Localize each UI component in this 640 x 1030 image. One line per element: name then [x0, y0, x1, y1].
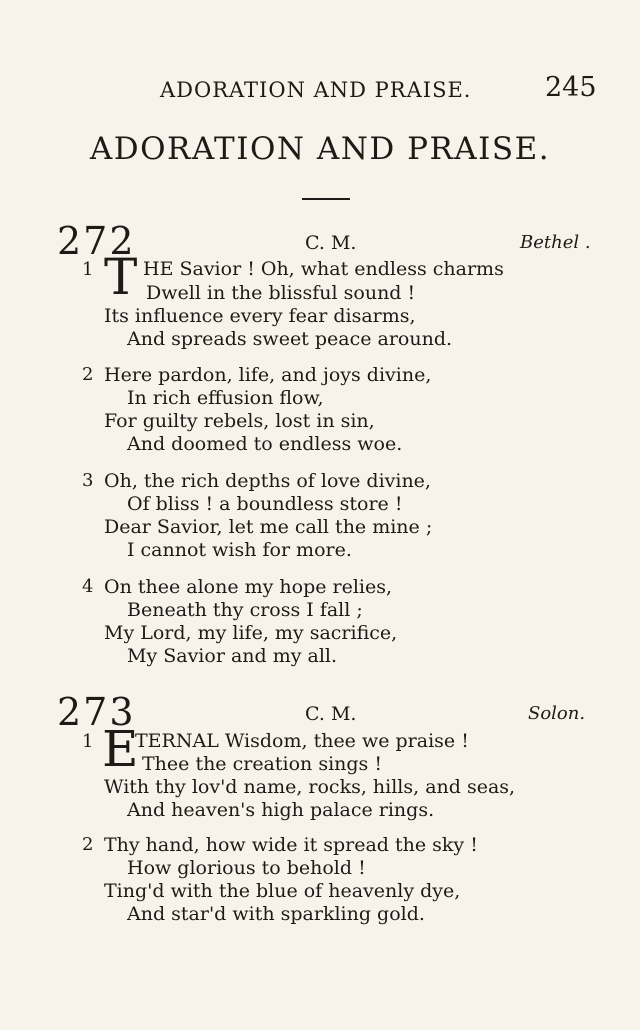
verse-line: And star'd with sparkling gold. — [127, 903, 425, 925]
verse-line: Ting'd with the blue of heavenly dye, — [104, 880, 461, 902]
verse-line: Thee the creation sings ! — [142, 753, 382, 775]
verse-line: On thee alone my hope relies, — [104, 576, 393, 598]
drop-cap: E — [102, 720, 139, 778]
verse-number: 4 — [82, 576, 94, 597]
verse-number: 3 — [82, 470, 94, 491]
verse-line: My Savior and my all. — [127, 645, 338, 667]
verse-line: Thy hand, how wide it spread the sky ! — [104, 834, 478, 856]
verse-line: My Lord, my life, my sacrifice, — [104, 622, 398, 644]
verse-line: Oh, the rich depths of love divine, — [104, 470, 431, 492]
hymn-number: 273 — [57, 690, 136, 734]
verse-line: TERNAL Wisdom, thee we praise ! — [135, 730, 469, 752]
verse-line: HE Savior ! Oh, what endless charms — [143, 258, 504, 280]
verse-line: Dear Savior, let me call the mine ; — [104, 516, 433, 538]
hymn-meter: C. M. — [305, 703, 357, 725]
verse-number: 2 — [82, 834, 94, 855]
verse-line: Beneath thy cross I fall ; — [127, 599, 363, 621]
verse-line: And doomed to endless woe. — [127, 433, 403, 455]
hymn-tune: Bethel . — [520, 232, 591, 253]
section-title: ADORATION AND PRAISE. — [89, 131, 551, 167]
verse-line: With thy lov'd name, rocks, hills, and seas, — [104, 776, 516, 798]
drop-cap: T — [104, 248, 138, 306]
verse-number: 1 — [82, 731, 94, 752]
verse-number: 1 — [82, 259, 94, 280]
hymn-tune: Solon. — [528, 703, 586, 724]
hymn-header — [0, 690, 640, 734]
verse-line: For guilty rebels, lost in sin, — [104, 410, 375, 432]
page-number: 245 — [545, 72, 597, 103]
verse-line: Its influence every fear disarms, — [104, 305, 416, 327]
verse-line: How glorious to behold ! — [127, 857, 366, 879]
running-title: ADORATION AND PRAISE. — [160, 78, 472, 102]
hymn-number: 272 — [57, 219, 136, 263]
title-rule-divider — [302, 198, 350, 200]
verse-number: 2 — [82, 364, 94, 385]
hymn-meter: C. M. — [305, 232, 357, 254]
verse-line: I cannot wish for more. — [127, 539, 352, 561]
verse-line: And spreads sweet peace around. — [127, 328, 453, 350]
verse-line: Dwell in the blissful sound ! — [146, 282, 416, 304]
verse-line: In rich effusion flow, — [127, 387, 324, 409]
verse-line: Here pardon, life, and joys divine, — [104, 364, 432, 386]
hymn-header — [0, 219, 640, 263]
verse-line: Of bliss ! a boundless store ! — [127, 493, 403, 515]
verse-line: And heaven's high palace rings. — [127, 799, 435, 821]
